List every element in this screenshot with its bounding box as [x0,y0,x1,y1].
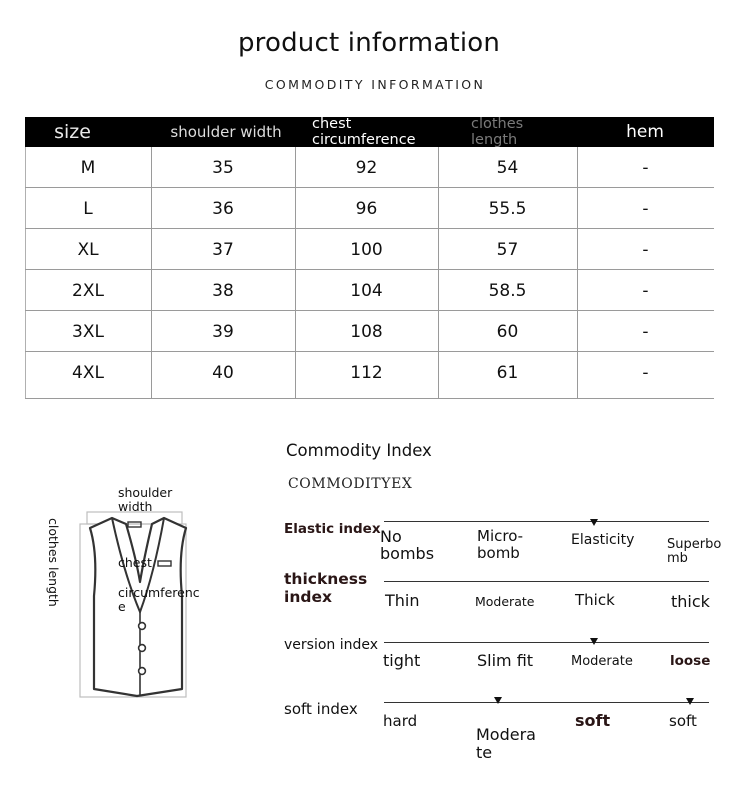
index-option: hard [383,712,418,730]
index-option: Moderate [475,594,535,609]
size-table-header [25,117,714,147]
index-option: Thick [575,591,615,609]
vest-measurement-diagram [46,484,210,704]
index-option: Moderate [476,725,536,762]
cell-size: M [80,157,96,178]
index-scale-line [384,521,709,522]
cell-hem: - [642,280,649,301]
commodity-index-subtitle: COMMODITYEX [288,476,413,492]
cell-shoulder-width: 35 [212,157,234,178]
cell-length: 60 [496,321,519,342]
cell-hem: - [642,198,649,219]
index-row-thickness [284,568,724,618]
index-marker [590,519,598,526]
table-row [25,147,714,188]
index-option: Elasticity [571,532,635,548]
page-subtitle: COMMODITY INFORMATION [264,77,486,92]
index-option: Micro-bomb [477,527,524,562]
index-option: soft [669,712,697,730]
column-header-hem: hem [626,122,664,142]
diagram-label-shoulder-width: shoulder width [118,485,173,514]
cell-hem: - [642,362,649,383]
cell-hem: - [642,157,649,178]
index-label: thickness index [284,570,368,606]
cell-size: L [83,198,93,219]
column-header-size: size [54,121,91,143]
index-scale-line [384,702,709,703]
index-option: thick [671,592,710,611]
cell-length: 57 [496,239,519,260]
column-header-chest-circumference: chest circumference [312,116,416,148]
cell-size: 2XL [72,280,104,301]
cell-chest: 100 [350,239,383,260]
index-option: tight [383,651,421,670]
table-row [25,352,714,399]
index-option: Slim fit [477,651,534,670]
index-option: No bombs [380,527,435,563]
table-row [25,229,714,270]
cell-shoulder-width: 40 [212,362,234,383]
cell-shoulder-width: 39 [212,321,234,342]
index-option: Superbomb [667,537,722,566]
cell-length: 61 [496,362,519,383]
cell-shoulder-width: 37 [212,239,234,260]
table-row [25,270,714,311]
cell-chest: 96 [355,198,378,219]
diagram-label-clothes-length: clothes length [46,518,61,607]
cell-size: 3XL [72,321,104,342]
cell-chest: 104 [350,280,383,301]
index-option: loose [670,653,711,669]
index-row-soft [284,694,724,766]
cell-size: XL [77,239,99,260]
column-header-clothes-length: clothes length [471,116,524,148]
column-header-shoulder-width: shoulder width [170,123,282,141]
index-marker [686,698,694,705]
cell-length: 58.5 [488,280,527,301]
index-label: soft index [284,700,358,718]
index-marker [590,638,598,645]
size-table [25,117,714,399]
page-title: product information [237,28,501,58]
diagram-label-circumference: circumference [118,585,200,614]
index-option: Moderate [571,654,633,669]
cell-chest: 108 [350,321,383,342]
cell-hem: - [642,321,649,342]
table-row [25,311,714,352]
index-row-version [284,634,724,674]
cell-length: 55.5 [488,198,527,219]
table-row [25,188,714,229]
commodity-index-title: Commodity Index [286,441,432,460]
cell-shoulder-width: 38 [212,280,234,301]
index-label: version index [284,637,379,653]
index-option: soft [575,711,611,730]
index-scale-line [384,642,709,643]
cell-chest: 92 [355,157,378,178]
index-option: Thin [385,591,420,610]
diagram-label-chest: chest [118,555,152,570]
cell-shoulder-width: 36 [212,198,234,219]
index-scale-line [384,581,709,582]
cell-length: 54 [496,157,519,178]
cell-hem: - [642,239,649,260]
cell-chest: 112 [350,362,383,383]
cell-size: 4XL [72,362,104,383]
index-label: Elastic index [284,521,381,537]
index-marker [494,697,502,704]
